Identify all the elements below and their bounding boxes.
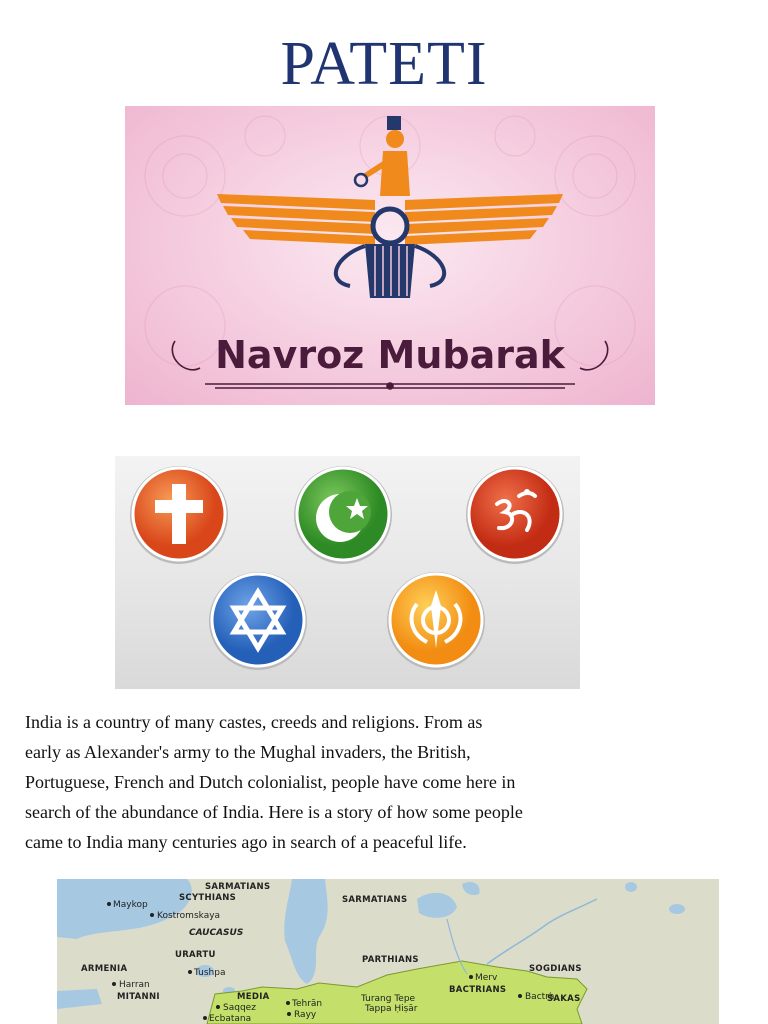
map-label: Ecbatana	[209, 1014, 252, 1024]
map-label: ŚAKAS	[547, 994, 581, 1004]
page-title: PATETI	[280, 30, 488, 98]
intro-paragraph	[25, 707, 625, 857]
map-label: Harran	[119, 980, 150, 990]
map-label: SOGDIANS	[529, 964, 582, 974]
map-label: Merv	[475, 973, 498, 983]
banner-art	[125, 106, 655, 405]
hindu-om-icon	[466, 466, 564, 564]
map-label: Bactra	[525, 992, 555, 1002]
sikh-khanda-icon	[387, 572, 485, 670]
banner-greeting: Navroz Mubarak	[215, 333, 565, 377]
faravahar-icon	[217, 116, 563, 298]
map-label: Tushpa	[194, 968, 226, 978]
map-label: MITANNI	[117, 992, 160, 1002]
map-label: Tappa Ḥiṣār	[365, 1004, 418, 1014]
map-label: Saqqez	[223, 1003, 256, 1013]
religion-symbols-image	[115, 456, 580, 689]
map-label: Kostromskaya	[157, 911, 221, 921]
map-label: URARTU	[175, 950, 216, 960]
map-label: MEDIA	[237, 992, 270, 1002]
map-label: SARMATIANS	[205, 882, 271, 892]
paragraph-line: early as Alexander's army to the Mughal invaders, the British,	[25, 742, 471, 762]
navroz-banner-image	[125, 106, 655, 405]
map-label: PARTHIANS	[362, 955, 419, 965]
paragraph-line: India is a country of many castes, creeds and religions. From as	[25, 712, 483, 732]
map-label: Turang Tepe	[361, 994, 416, 1004]
map-label: Rayy	[294, 1010, 317, 1020]
paragraph-line: Portuguese, French and Dutch colonialist, people have come here in	[25, 772, 516, 792]
map-label: ARMENIA	[81, 964, 128, 974]
christian-cross-icon	[130, 466, 228, 564]
map-label: SCYTHIANS	[179, 893, 237, 903]
islam-crescent-star-icon	[294, 466, 392, 564]
historical-map-image	[57, 879, 719, 1024]
paragraph-line: search of the abundance of India. Here is a story of how some people	[25, 802, 523, 822]
map-label: Tehrān	[292, 999, 323, 1009]
jewish-star-of-david-icon	[209, 572, 307, 670]
map-label: SARMATIANS	[342, 895, 408, 905]
map-label: Maykop	[113, 900, 148, 910]
map-label: BACTRIANS	[449, 985, 507, 995]
paragraph-line: came to India many centuries ago in search of a peaceful life.	[25, 832, 467, 852]
map-label: CAUCASUS	[189, 928, 244, 938]
